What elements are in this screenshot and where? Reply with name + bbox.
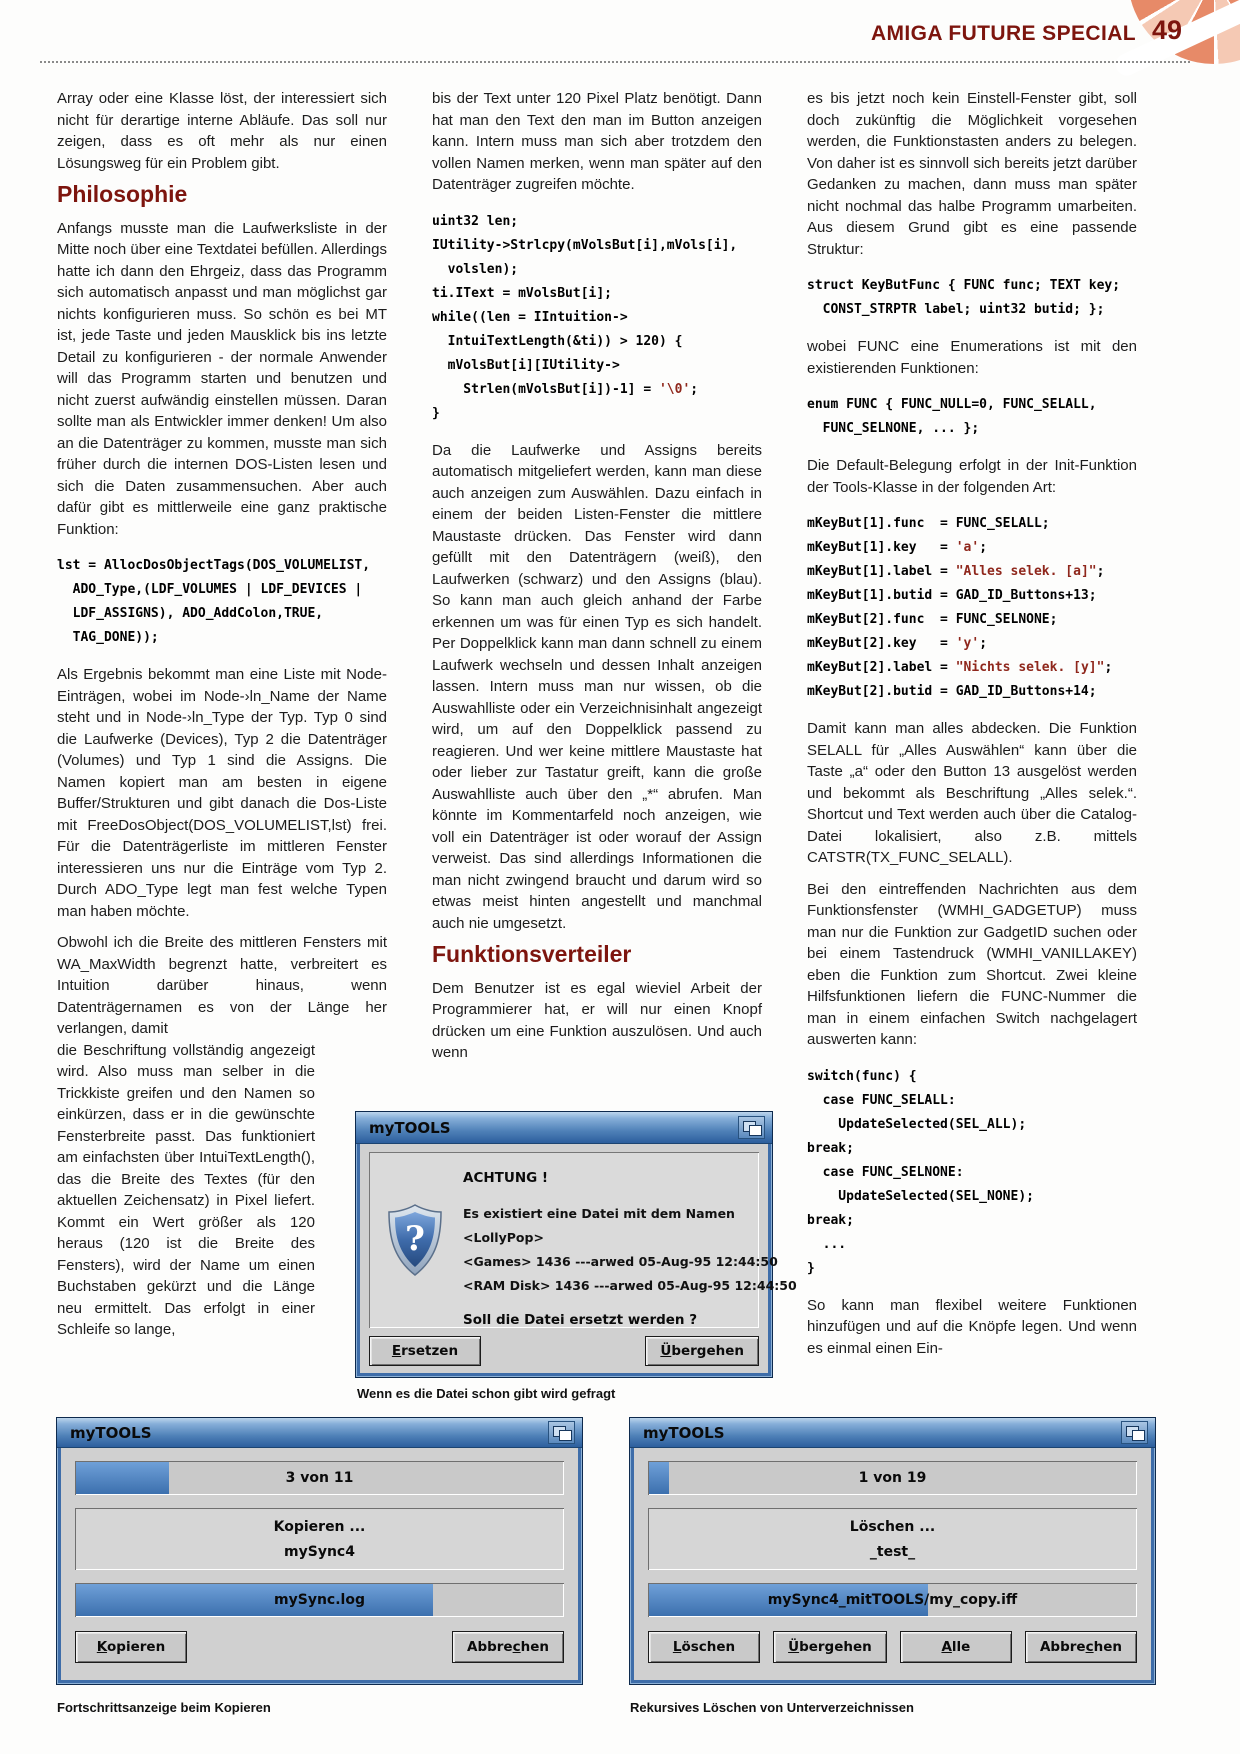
dialog-delete-progress: [630, 1418, 1155, 1684]
progress-label: 3 von 11: [285, 1470, 354, 1486]
figure-caption: Rekursives Löschen von Unterverzeichnissen: [630, 1700, 914, 1715]
page-header-title: AMIGA FUTURE SPECIAL: [870, 22, 1136, 45]
progress-label: mySync4_mitTOOLS/my_copy.iff: [767, 1592, 1018, 1608]
button-row: [648, 1631, 1137, 1663]
status-action: Kopieren ...: [273, 1518, 366, 1535]
header-divider: [40, 61, 1190, 63]
progress-gauge-file: [648, 1583, 1137, 1617]
uebergehen-button[interactable]: Übergehen: [773, 1631, 887, 1663]
progress-gauge-file: [75, 1583, 564, 1617]
button-row: [75, 1631, 564, 1663]
code-block: mKeyBut[1].func = FUNC_SELALL; mKeyBut[1].key = 'a'; mKeyBut[1].label = "Alles selek. [a]"; mKeyBut[1].butid = GAD_ID_Buttons+13; mKeyBut[2].func = FUNC_SELNONE; mKeyBut[2].key = 'y'; mKeyBut[2].label = "Nichts selek. [y]"; mKeyBut[2].butid = GAD_ID_Buttons+14;: [807, 516, 1113, 699]
status-box: [75, 1508, 564, 1570]
column-1: [57, 88, 387, 1351]
code-block: struct KeyButFunc { FUNC func; TEXT key; CONST_STRPTR label; uint32 butid; };: [807, 278, 1121, 317]
window-title: myTOOLS: [70, 1423, 152, 1442]
message-panel: [369, 1152, 797, 1328]
paragraph: Array oder eine Klasse löst, der interessiert sich nicht für derartige interne Abläufe. Das soll nur zeigen, dass es oft mehr als nur einen Lösungsweg für ein Problem gibt.: [57, 90, 387, 172]
loeschen-button[interactable]: Löschen: [648, 1631, 760, 1663]
status-target: mySync4: [284, 1543, 355, 1560]
dialog-message-line: <RAM Disk> 1436 ---arwed 05-Aug-95 12:44:50: [463, 1278, 797, 1293]
window-title: myTOOLS: [643, 1423, 725, 1442]
alle-button[interactable]: Alle: [900, 1631, 1012, 1663]
paragraph: die Beschriftung vollständig angezeigt wird. Also muss man selber in die Trickkiste greifen und den Namen so einkürzen, dass er in die gewünschte Fensterbreite passt. Das funktioniert am einfachsten über IntuiTextLength(), das die Breite des Textes (für den aktuellen Zeichensatz) in Pixel liefert. Kommt ein Wert größer als 120 heraus (120 ist die Breite des Fensters), wird der Name um einen Buchstaben gekürzt und die Länge neu ermittelt. Das erfolgt in einer Schleife so lange,: [57, 1041, 315, 1338]
code-block: uint32 len; IUtility->Strlcpy(mVolsBut[i],mVols[i], volslen); ti.IText = mVolsBut[i]; while((len = IIntuition-> IntuiTextLength(&ti)) > 120) { mVolsBut[i][IUtility-> Strlen(mVolsBut[i])-1] = '\0'; }: [432, 213, 738, 421]
paragraph: Da die Laufwerke und Assigns bereits automatisch mitgeliefert werden, kann man diese auch anzeigen zum Auswählen. Dazu einfach in einem der beiden Listen-Fenster die mittlere Maustaste drücken. Das Fenster wird dann gefüllt mit den Datenträgern (weiß), den Laufwerken (schwarz) und den Assigns (blau). So kann man auch gleich anhand der Farbe erkennen um was für einen Typ es sich handelt. Per Doppelklick kann man dann schnell zu einem Laufwerk wechseln und dessen Inhalt anzeigen lassen. Intern muss man nur wissen, ob die Auswahlliste oder ein Verzeichnisinhalt angezeigt wird, um auf den Doppelklick passend zu reagieren. Und wer keine mittlere Maustaste hat oder lieber zur Tastatur greift, kann die große Auswahlliste auch über den „*“ abrufen. Man könnte im Kommentarfeld noch anzeigen, wie voll ein Datenträger ist oder worauf der Assign verweist. Das sind allerdings Informationen die man nicht zwingend braucht und darum wird so etwas meist hinten angestellt und manchmal auch nie umgesetzt.: [432, 441, 762, 932]
window-title: myTOOLS: [369, 1118, 451, 1137]
column-3: [807, 88, 1137, 1369]
paragraph: Anfangs musste man die Laufwerksliste in der Mitte noch über eine Textdatei befüllen. Allerdings hatte ich dann den Ehrgeiz, dass das Programm sich automatisch anpasst und man möglichst gar nichts konfigurieren muss. So schön es bei MT ist, jede Taste und jeden Mausklick bis ins letzte Detail zu konfigurieren - der normale Anwender will das Programm starten und benutzen und nicht zuerst aufwändig einstellen müssen. Daran sollte man als Entwickler immer denken! Um also an die Datenträger zu kommen, musste man sich früher durch die internen DOS-Listen lesen und sich die Daten zusammensuchen. Aber auch dafür gibt es mittlerweile eine ganz praktische Funktion:: [57, 219, 387, 538]
window-body: [360, 1144, 797, 1373]
paragraph: Damit kann man alles abdecken. Die Funktion SELALL für „Alles Auswählen“ kann über die Taste „a“ oder den Button 13 ausgelöst werden und bekommt als Beschriftung „Alles selek.“. Shortcut und Text werden auch über die Catalog-Datei lokalisiert, also z.B. mittels CATSTR(TX_FUNC_SELALL).: [807, 720, 1137, 866]
dialog-question: Soll die Datei ersetzt werden ?: [463, 1312, 698, 1328]
dialog-achtung: [356, 1112, 797, 1377]
code-block: enum FUNC { FUNC_NULL=0, FUNC_SELALL, FUNC_SELNONE, ... };: [807, 397, 1097, 436]
dialog-message-line: Es existiert eine Datei mit dem Namen: [463, 1206, 735, 1221]
progress-gauge-count: [648, 1461, 1137, 1495]
code-block: switch(func) { case FUNC_SELALL: UpdateSelected(SEL_ALL); break; case FUNC_SELNONE: UpdateSelected(SEL_NONE); break; ... }: [807, 1068, 1034, 1276]
dialog-message-line: <LollyPop>: [463, 1230, 544, 1245]
depth-gadget-icon[interactable]: [1121, 1421, 1148, 1444]
status-action: Löschen ...: [849, 1518, 936, 1535]
window-titlebar[interactable]: [57, 1418, 582, 1448]
page-number: 49: [1152, 15, 1183, 45]
paragraph: Als Ergebnis bekommt man eine Liste mit Node-Einträgen, wobei im Node-›ln_Name der Name steht und in Node-›ln_Type der Typ. Typ 0 sind die Laufwerke (Devices), Typ 2 die Datenträger (Volumes) und Typ 1 sind die Assigns. Die Namen kopiert man am besten in eigene Buffer/Strukturen und gibt danach die Dos-Liste mit FreeDosObject(DOS_VOLUMELIST,lst) frei. Für die Datenträgerliste im mittleren Fenster interessieren uns nur die Einträge vom Typ 2. Durch ADO_Type legt man fest welche Typen man haben möchte.: [57, 666, 387, 920]
figure-caption: Wenn es die Datei schon gibt wird gefragt: [357, 1386, 616, 1401]
figure-caption: Fortschrittsanzeige beim Kopieren: [57, 1700, 271, 1715]
column-2: [432, 88, 762, 1074]
dialog-message-line: <Games> 1436 ---arwed 05-Aug-95 12:44:50: [463, 1254, 778, 1269]
dialog-copy-progress: [57, 1418, 582, 1684]
abbrechen-button[interactable]: Abbrechen: [1025, 1631, 1137, 1663]
dialog-heading: ACHTUNG !: [463, 1170, 549, 1186]
kopieren-button[interactable]: Kopieren: [75, 1631, 187, 1663]
paragraph: wobei FUNC eine Enumerations ist mit den existierenden Funktionen:: [807, 338, 1137, 377]
button-row: [369, 1336, 759, 1366]
code-block: lst = AllocDosObjectTags(DOS_VOLUMELIST, ADO_Type,(LDF_VOLUMES | LDF_DEVICES | LDF_ASSIGNS), ADO_AddColon,TRUE, TAG_DONE));: [57, 558, 371, 645]
paragraph: Obwohl ich die Breite des mittleren Fensters mit WA_MaxWidth begrenzt hatte, verbreitert es Intuition darüber hinaus, wenn Datenträgernamen es von der Länge her verlangen, damit: [57, 934, 387, 1037]
progress-gauge-count: [75, 1461, 564, 1495]
paragraph: Die Default-Belegung erfolgt in der Init-Funktion der Tools-Klasse in der folgenden Art:: [807, 457, 1137, 496]
status-target: _test_: [869, 1543, 916, 1560]
section-heading-philosophie: Philosophie: [57, 181, 188, 207]
section-heading-funktionsverteiler: Funktionsverteiler: [432, 941, 632, 967]
window-titlebar[interactable]: [356, 1112, 772, 1144]
window-body: [61, 1448, 578, 1680]
paragraph: Bei den eintreffenden Nachrichten aus dem Funktionsfenster (WMHI_GADGETUP) muss man nur die Funktion zur GadgetID suchen oder bei einem Tastendruck (WMHI_VANILLAKEY) eben die Funktion zum Shortcut. Zwei kleine Hilfsfunktionen liefern die FUNC-Nummer die man in einem einfachen Switch nachgelagert auswerten kann:: [807, 880, 1137, 1048]
paragraph: es bis jetzt noch kein Einstell-Fenster gibt, soll doch zukünftig die Möglichkeit vorgesehen werden, die Funktionstasten anders zu belegen. Von daher ist es sinnvoll sich bereits jetzt darüber Gedanken zu machen, dann muss man später nicht nochmal das halbe Programm umarbeiten. Aus diesem Grund gibt es eine passende Struktur:: [807, 90, 1137, 258]
abbrechen-button[interactable]: Abbrechen: [452, 1631, 564, 1663]
paragraph: So kann man flexibel weitere Funktionen hinzufügen und auf die Knöpfe legen. Und wenn es einmal einen Ein-: [807, 1296, 1137, 1357]
uebergehen-button[interactable]: Übergehen: [645, 1336, 759, 1366]
ersetzen-button[interactable]: Ersetzen: [369, 1336, 481, 1366]
paragraph: bis der Text unter 120 Pixel Platz benötigt. Dann hat man den Text den man im Button anzeigen kann. Intern muss man sich aber trotzdem den vollen Namen merken, wenn man später auf den Datenträger zugreifen möchte.: [432, 90, 762, 193]
question-shield-icon: [387, 1204, 443, 1276]
paragraph: Dem Benutzer ist es egal wieviel Arbeit der Programmierer hat, er will nur einen Knopf drücken um eine Funktion auszulösen. Und auch wenn: [432, 979, 762, 1061]
depth-gadget-icon[interactable]: [548, 1421, 575, 1444]
svg-text:?: ?: [405, 1219, 425, 1259]
status-box: [648, 1508, 1137, 1570]
depth-gadget-icon[interactable]: [738, 1116, 765, 1139]
progress-label: mySync.log: [274, 1592, 365, 1608]
progress-label: 1 von 19: [858, 1470, 927, 1486]
window-body: [634, 1448, 1151, 1680]
window-titlebar[interactable]: [630, 1418, 1155, 1448]
